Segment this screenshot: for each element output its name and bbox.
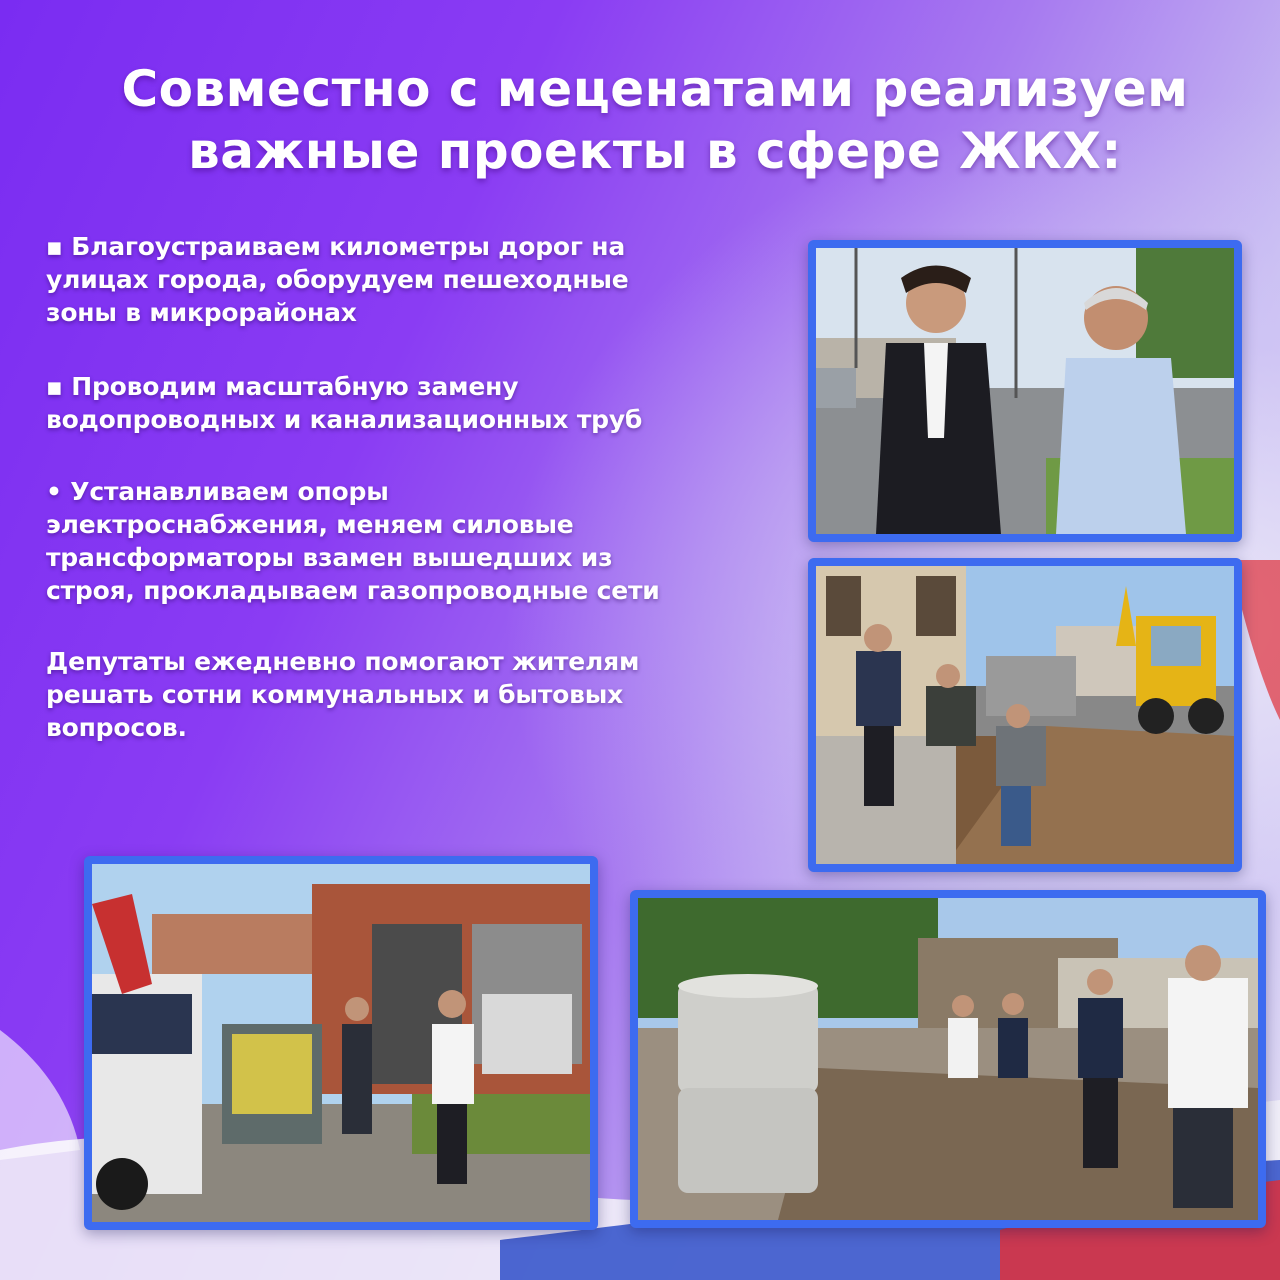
photo-deputies-street xyxy=(808,240,1242,542)
closing-line: вопросов. xyxy=(46,713,187,742)
closing-text xyxy=(46,645,786,744)
bullet-roads xyxy=(46,230,786,329)
bullet-line: улицах города, оборудуем пешеходные xyxy=(46,265,629,294)
title-line-1: Совместно с меценатами реализуем xyxy=(121,60,1189,118)
photo-concrete-rings xyxy=(630,890,1266,1228)
title-line-2: важные проекты в сфере ЖКХ: xyxy=(188,122,1122,180)
photo-transformer-replacement xyxy=(84,856,598,1230)
bullet-line: • Устанавливаем опоры xyxy=(46,477,389,506)
bullet-line: ▪ Проводим масштабную замену xyxy=(46,372,519,401)
bullet-line: трансформаторы взамен вышедших из xyxy=(46,543,613,572)
photo-trench-works xyxy=(808,558,1242,872)
bullet-line: электроснабжения, меняем силовые xyxy=(46,510,574,539)
page-title xyxy=(60,58,1250,182)
bullet-line: строя, прокладываем газопроводные сети xyxy=(46,576,660,605)
bullet-line: ▪ Благоустраиваем километры дорог на xyxy=(46,232,625,261)
closing-line: решать сотни коммунальных и бытовых xyxy=(46,680,624,709)
closing-line: Депутаты ежедневно помогают жителям xyxy=(46,647,640,676)
bullet-electricity xyxy=(46,475,786,607)
bullet-pipes xyxy=(46,370,786,436)
bullet-line: водопроводных и канализационных труб xyxy=(46,405,643,434)
bullet-line: зоны в микрорайонах xyxy=(46,298,357,327)
